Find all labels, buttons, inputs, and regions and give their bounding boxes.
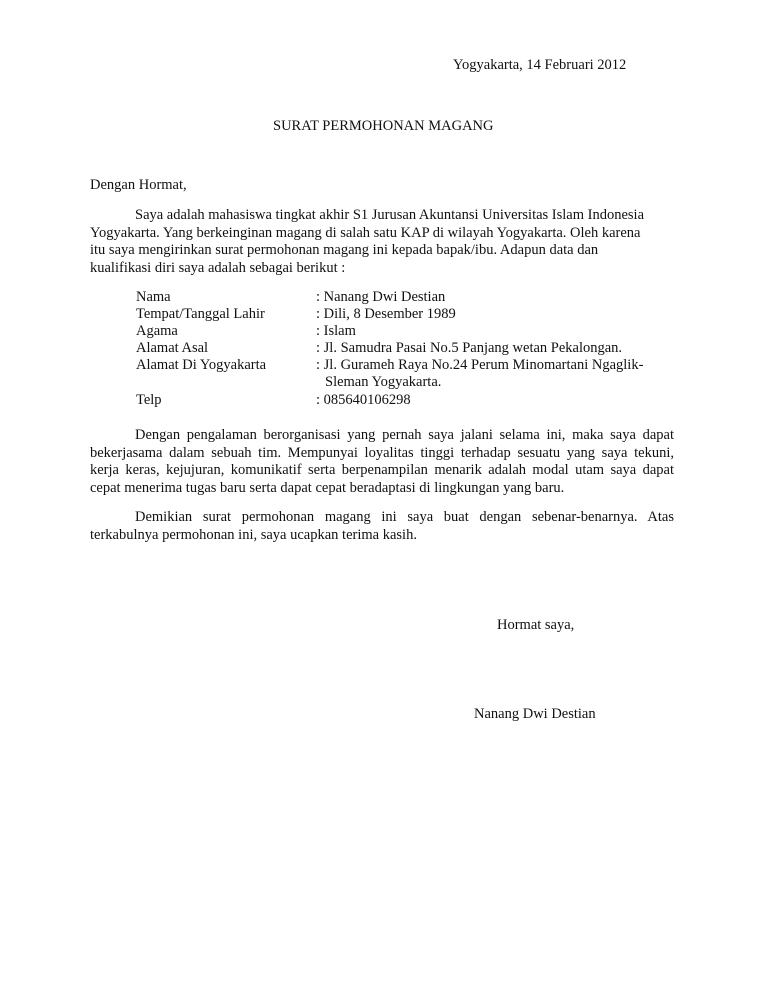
intro-line: Yogyakarta. Yang berkeinginan magang di salah satu KAP di wilayah Yogyakarta. Oleh karena <box>90 224 641 241</box>
closing-line: Demikian surat permohonan magang ini saya buat dengan sebenar-benarnya. Atas <box>135 509 674 525</box>
intro-line: kualifikasi diri saya adalah sebagai berikut : <box>90 259 346 276</box>
closing-line: terkabulnya permohonan ini, saya ucapkan terima kasih. <box>90 526 417 543</box>
address-line-1: : Jl. Gurameh Raya No.24 Perum Minomartani Ngaglik- <box>316 357 644 373</box>
field-value-nama: : Nanang Dwi Destian <box>316 289 446 305</box>
field-label-agama: Agama <box>136 323 178 339</box>
field-value-alamat-yogyakarta <box>316 357 643 391</box>
field-value-telp: : 085640106298 <box>316 392 411 408</box>
intro-paragraph <box>90 207 674 277</box>
closing-paragraph <box>90 509 674 544</box>
field-label-alamat-asal: Alamat Asal <box>136 340 209 356</box>
salutation: Dengan Hormat, <box>90 177 187 193</box>
place-date: Yogyakarta, 14 Februari 2012 <box>453 57 627 73</box>
experience-line: bekerjasama dalam sebuah tim. Mempunyai loyalitas tinggi terhadap sesuatu yang saya tekuni, <box>90 444 674 461</box>
field-value-agama: : Islam <box>316 323 356 339</box>
intro-line: Saya adalah mahasiswa tingkat akhir S1 Jurusan Akuntansi Universitas Islam Indonesia <box>135 207 645 223</box>
intro-line: itu saya mengirinkan surat permohonan magang ini kepada bapak/ibu. Adapun data dan <box>90 242 599 258</box>
regards: Hormat saya, <box>497 617 575 633</box>
field-value-alamat-asal: : Jl. Samudra Pasai No.5 Panjang wetan Pekalongan. <box>316 340 623 356</box>
field-value-ttl: : Dili, 8 Desember 1989 <box>316 306 456 322</box>
experience-paragraph <box>90 427 674 497</box>
experience-line: kerja keras, kejujuran, komunikatif serta berpenampilan menarik adalah modal utam saya dapat <box>90 462 674 478</box>
field-label-nama: Nama <box>136 289 171 305</box>
letter-subject: SURAT PERMOHONAN MAGANG <box>273 118 494 134</box>
field-label-alamat-yogyakarta: Alamat Di Yogyakarta <box>136 357 267 373</box>
experience-line: Dengan pengalaman berorganisasi yang pernah saya jalani selama ini, maka saya dapat <box>135 427 674 443</box>
address-line-2: Sleman Yogyakarta. <box>325 374 442 390</box>
field-label-ttl: Tempat/Tanggal Lahir <box>136 306 265 322</box>
field-label-telp: Telp <box>136 392 162 408</box>
signatory-name: Nanang Dwi Destian <box>474 706 596 722</box>
experience-line: cepat menerima tugas baru serta dapat cepat beradaptasi di lingkungan yang baru. <box>90 479 565 496</box>
